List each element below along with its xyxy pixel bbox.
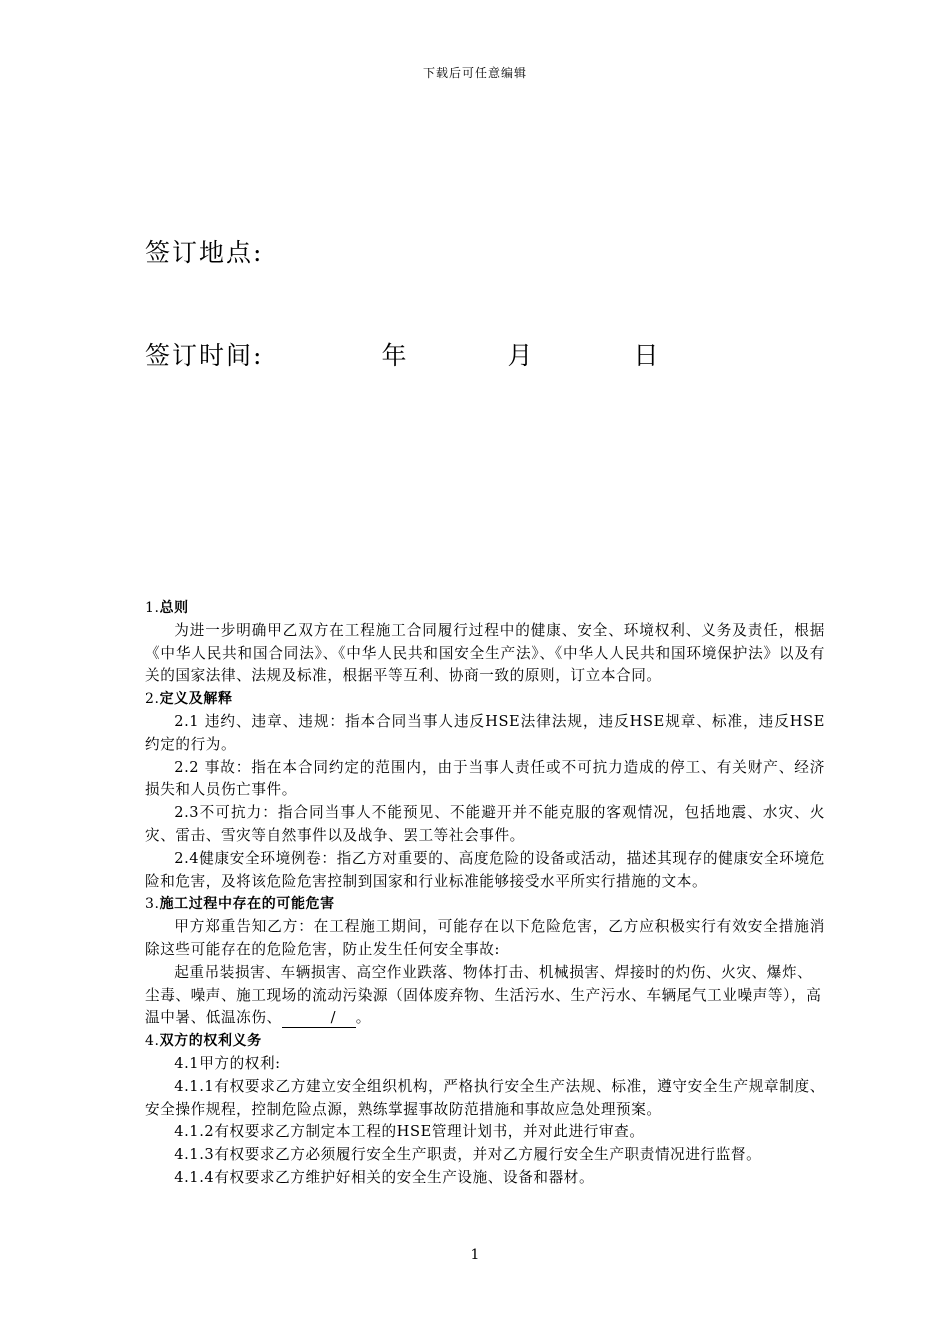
paragraph-4-1: 4.1甲方的权利: xyxy=(174,1054,281,1072)
section-heading-rights: 4.双方的权利义务 xyxy=(145,1033,262,1050)
signing-time-row xyxy=(145,336,660,372)
contract-body xyxy=(145,597,825,1190)
page-header-note: 下载后可任意编辑 xyxy=(422,66,527,80)
paragraph-general: 为进一步明确甲乙双方在工程施工合同履行过程中的健康、安全、环境权利、义务及责任，根据《中华人民共和国合同法》、《中华人民共和国安全生产法》、《中华人人民共和国环境保护法》以及有关的国家法律、法规及标准，根据平等互利、协商一致的原则，订立本合同。 xyxy=(145,621,825,685)
signing-place-label: 签订地点: xyxy=(145,238,264,267)
paragraph-2-4: 2.4健康安全环境例卷：指乙方对重要的、高度危险的设备或活动，描述其现存的健康安全环境危险和危害，及将该危险危害控制到国家和行业标准能够接受水平所实行措施的文本。 xyxy=(145,849,825,890)
paragraph-3-2: 起重吊装损害、车辆损害、高空作业跌落、物体打击、机械损害、焊接时的灼伤、火灾、爆炸、尘毒、噪声、施工现场的流动污染源（固体废弃物、生活污水、生产污水、车辆尾气工业噪声等），高温中暑、低温冻伤、 / 。 xyxy=(145,963,822,1027)
page-number: 1 xyxy=(470,1247,480,1263)
signing-time-label: 签订时间: xyxy=(145,341,264,370)
section-heading-general: 1.总则 xyxy=(145,600,189,616)
paragraph-2-1: 2.1 违约、违章、违规：指本合同当事人违反HSE法律法规，违反HSE规章、标准，违反HSE约定的行为。 xyxy=(145,712,825,753)
section-heading-definitions: 2.定义及解释 xyxy=(145,691,233,708)
section-heading-hazards: 3.施工过程中存在的可能危害 xyxy=(145,896,335,913)
paragraph-3-1: 甲方郑重告知乙方：在工程施工期间，可能存在以下危险危害，乙方应积极实行有效安全措施消除这些可能存在的危险危害，防止发生任何安全事故: xyxy=(145,918,825,958)
paragraph-2-2: 2.2 事故：指在本合同约定的范围内，由于当事人责任或不可抗力造成的停工、有关财产、经济损失和人员伤亡事件。 xyxy=(145,758,825,799)
paragraph-4-1-3: 4.1.3有权要求乙方必须履行安全生产职责，并对乙方履行安全生产职责情况进行监督。 xyxy=(174,1146,762,1164)
paragraph-4-1-2: 4.1.2有权要求乙方制定本工程的HSE管理计划书，并对此进行审查。 xyxy=(174,1123,645,1141)
signing-day-label: 日 xyxy=(633,341,661,370)
signing-year-label: 年 xyxy=(381,341,409,370)
fill-in-blank: / xyxy=(282,1009,356,1028)
signing-month-label: 月 xyxy=(507,341,535,370)
paragraph-4-1-1: 4.1.1有权要求乙方建立安全组织机构，严格执行安全生产法规、标准，遵守安全生产规章制度、安全操作规程，控制危险点源，熟练掌握事故防范措施和事故应急处理预案。 xyxy=(145,1077,825,1118)
paragraph-2-3: 2.3不可抗力：指合同当事人不能预见、不能避开并不能克服的客观情况，包括地震、水灾、火灾、雷击、雪灾等自然事件以及战争、罢工等社会事件。 xyxy=(145,804,825,844)
paragraph-4-1-4: 4.1.4有权要求乙方维护好相关的安全生产设施、设备和器材。 xyxy=(174,1168,595,1186)
